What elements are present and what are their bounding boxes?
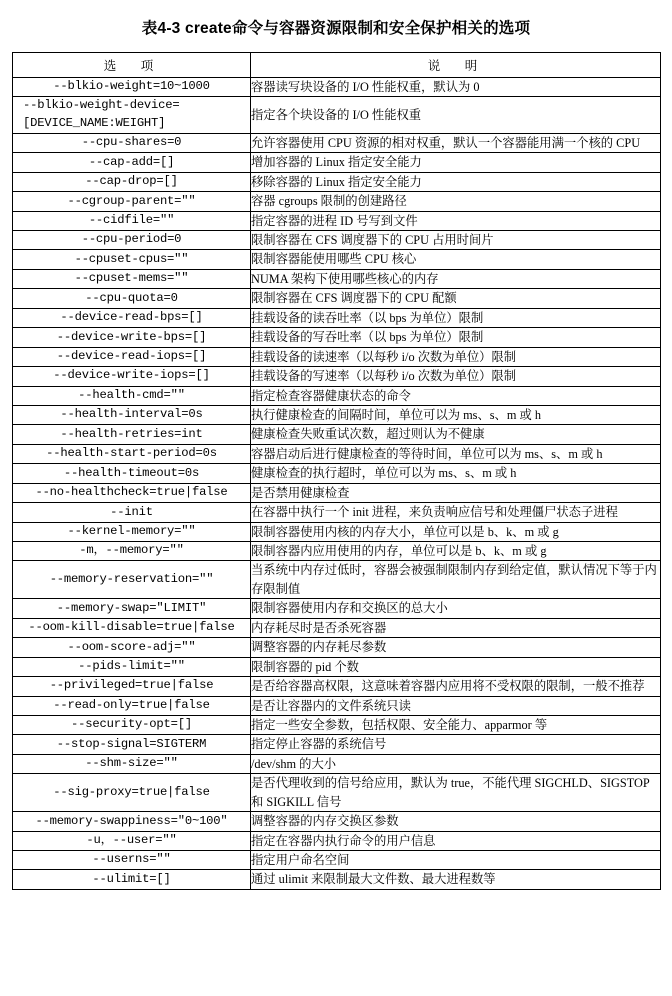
table-row	[13, 192, 661, 211]
option-cell: --cpu-shares=0	[13, 133, 251, 152]
option-cell: --cap-add=[]	[13, 153, 251, 172]
table-row	[13, 696, 661, 715]
table-row	[13, 153, 661, 172]
description-cell: 限制容器的 pid 个数	[251, 657, 661, 676]
option-cell: --privileged=true|false	[13, 677, 251, 696]
table-row	[13, 677, 661, 696]
page-title: 表4-3 create命令与容器资源限制和安全保护相关的选项	[141, 20, 531, 37]
description-cell: 增加容器的 Linux 指定安全能力	[251, 153, 661, 172]
table-row	[13, 308, 661, 327]
description-cell: 是否让容器内的文件系统只读	[251, 696, 661, 715]
option-cell: --device-write-bps=[]	[13, 328, 251, 347]
description-cell: 内存耗尽时是否杀死容器	[251, 618, 661, 637]
table-row	[13, 812, 661, 831]
description-cell: 限制容器内应用使用的内存，单位可以是 b、k、m 或 g	[251, 542, 661, 561]
table-row	[13, 231, 661, 250]
table-body	[13, 78, 661, 890]
description-cell: /dev/shm 的大小	[251, 754, 661, 773]
table-row	[13, 269, 661, 288]
description-cell: 健康检查的执行超时，单位可以为 ms、s、m 或 h	[251, 464, 661, 483]
option-cell: --kernel-memory=""	[13, 522, 251, 541]
table-row	[13, 328, 661, 347]
description-cell: NUMA 架构下使用哪些核心的内存	[251, 269, 661, 288]
table-row	[13, 561, 661, 599]
option-cell: --userns=""	[13, 851, 251, 870]
table-row	[13, 618, 661, 637]
description-cell: 执行健康检查的间隔时间，单位可以为 ms、s、m 或 h	[251, 405, 661, 424]
option-cell: -u，--user=""	[13, 831, 251, 850]
option-cell: --pids-limit=""	[13, 657, 251, 676]
table-row	[13, 211, 661, 230]
option-cell: --health-timeout=0s	[13, 464, 251, 483]
description-cell: 指定检查容器健康状态的命令	[251, 386, 661, 405]
description-cell: 是否给容器高权限，这意味着容器内应用将不受权限的限制，一般不推荐	[251, 677, 661, 696]
description-cell: 限制容器在 CFS 调度器下的 CPU 配额	[251, 289, 661, 308]
option-cell: --read-only=true|false	[13, 696, 251, 715]
options-table	[12, 52, 661, 890]
description-cell: 是否代理收到的信号给应用，默认为 true，不能代理 SIGCHLD、SIGSTOP 和 SIGKILL 信号	[251, 774, 661, 812]
option-cell: --device-read-bps=[]	[13, 308, 251, 327]
description-cell: 移除容器的 Linux 指定安全能力	[251, 172, 661, 191]
column-header-option: 选 项	[13, 53, 251, 78]
table-row	[13, 444, 661, 463]
option-cell: --cgroup-parent=""	[13, 192, 251, 211]
description-cell: 指定一些安全参数，包括权限、安全能力、apparmor 等	[251, 715, 661, 734]
option-cell: --cpu-quota=0	[13, 289, 251, 308]
description-cell: 限制容器使用内核的内存大小，单位可以是 b、k、m 或 g	[251, 522, 661, 541]
option-cell: --security-opt=[]	[13, 715, 251, 734]
description-cell: 在容器中执行一个 init 进程，来负责响应信号和处理僵尸状态子进程	[251, 503, 661, 522]
option-cell: --stop-signal=SIGTERM	[13, 735, 251, 754]
description-cell: 指定停止容器的系统信号	[251, 735, 661, 754]
option-cell: --shm-size=""	[13, 754, 251, 773]
table-row	[13, 367, 661, 386]
option-cell: --oom-score-adj=""	[13, 638, 251, 657]
table-row	[13, 250, 661, 269]
table-row	[13, 425, 661, 444]
option-cell: --device-write-iops=[]	[13, 367, 251, 386]
table-row	[13, 133, 661, 152]
table-row	[13, 735, 661, 754]
option-cell: --cpu-period=0	[13, 231, 251, 250]
description-cell: 指定容器的进程 ID 号写到文件	[251, 211, 661, 230]
option-cell: --no-healthcheck=true|false	[13, 483, 251, 502]
description-cell: 健康检查失败重试次数，超过则认为不健康	[251, 425, 661, 444]
table-row	[13, 386, 661, 405]
option-cell: --health-retries=int	[13, 425, 251, 444]
table-row	[13, 831, 661, 850]
description-cell: 当系统中内存过低时，容器会被强制限制内存到给定值，默认情况下等于内存限制值	[251, 561, 661, 599]
table-row	[13, 503, 661, 522]
table-row	[13, 851, 661, 870]
description-cell: 挂载设备的写吞吐率（以 bps 为单位）限制	[251, 328, 661, 347]
table-row	[13, 638, 661, 657]
column-header-description: 说 明	[251, 53, 661, 78]
table-row	[13, 657, 661, 676]
description-cell: 调整容器的内存耗尽参数	[251, 638, 661, 657]
option-cell: --blkio-weight=10~1000	[13, 78, 251, 97]
description-cell: 调整容器的内存交换区参数	[251, 812, 661, 831]
table-row	[13, 870, 661, 889]
description-cell: 限制容器能使用哪些 CPU 核心	[251, 250, 661, 269]
description-cell: 允许容器使用 CPU 资源的相对权重，默认一个容器能用满一个核的 CPU	[251, 133, 661, 152]
option-cell: --health-cmd=""	[13, 386, 251, 405]
table-row	[13, 715, 661, 734]
option-cell: --memory-reservation=""	[13, 561, 251, 599]
description-cell: 容器读写块设备的 I/O 性能权重，默认为 0	[251, 78, 661, 97]
description-cell: 指定用户命名空间	[251, 851, 661, 870]
description-cell: 容器启动后进行健康检查的等待时间，单位可以为 ms、s、m 或 h	[251, 444, 661, 463]
table-row	[13, 289, 661, 308]
option-cell: --memory-swap="LIMIT"	[13, 599, 251, 618]
option-cell: -m，--memory=""	[13, 542, 251, 561]
option-cell: --health-interval=0s	[13, 405, 251, 424]
description-cell: 挂载设备的写速率（以每秒 i/o 次数为单位）限制	[251, 367, 661, 386]
option-cell: --cpuset-cpus=""	[13, 250, 251, 269]
option-cell: --memory-swappiness="0~100"	[13, 812, 251, 831]
table-row	[13, 347, 661, 366]
description-cell: 挂载设备的读吞吐率（以 bps 为单位）限制	[251, 308, 661, 327]
description-cell: 限制容器在 CFS 调度器下的 CPU 占用时间片	[251, 231, 661, 250]
description-cell: 是否禁用健康检查	[251, 483, 661, 502]
option-cell: --cidfile=""	[13, 211, 251, 230]
table-row	[13, 774, 661, 812]
option-cell: --ulimit=[]	[13, 870, 251, 889]
option-cell: --health-start-period=0s	[13, 444, 251, 463]
option-cell: --init	[13, 503, 251, 522]
table-row	[13, 172, 661, 191]
option-cell: --cap-drop=[]	[13, 172, 251, 191]
table-row	[13, 599, 661, 618]
option-cell: --cpuset-mems=""	[13, 269, 251, 288]
description-cell: 指定各个块设备的 I/O 性能权重	[251, 97, 661, 133]
option-cell: --sig-proxy=true|false	[13, 774, 251, 812]
option-cell: --device-read-iops=[]	[13, 347, 251, 366]
table-header-row	[13, 53, 661, 78]
table-row	[13, 483, 661, 502]
table-row	[13, 542, 661, 561]
table-row	[13, 78, 661, 97]
description-cell: 限制容器使用内存和交换区的总大小	[251, 599, 661, 618]
option-cell: --oom-kill-disable=true|false	[13, 618, 251, 637]
description-cell: 挂载设备的读速率（以每秒 i/o 次数为单位）限制	[251, 347, 661, 366]
table-row	[13, 464, 661, 483]
description-cell: 通过 ulimit 来限制最大文件数、最大进程数等	[251, 870, 661, 889]
table-row	[13, 405, 661, 424]
table-row	[13, 97, 661, 133]
table-row	[13, 522, 661, 541]
description-cell: 容器 cgroups 限制的创建路径	[251, 192, 661, 211]
option-cell: --blkio-weight-device= [DEVICE_NAME:WEIGHT]	[13, 97, 251, 133]
description-cell: 指定在容器内执行命令的用户信息	[251, 831, 661, 850]
table-row	[13, 754, 661, 773]
